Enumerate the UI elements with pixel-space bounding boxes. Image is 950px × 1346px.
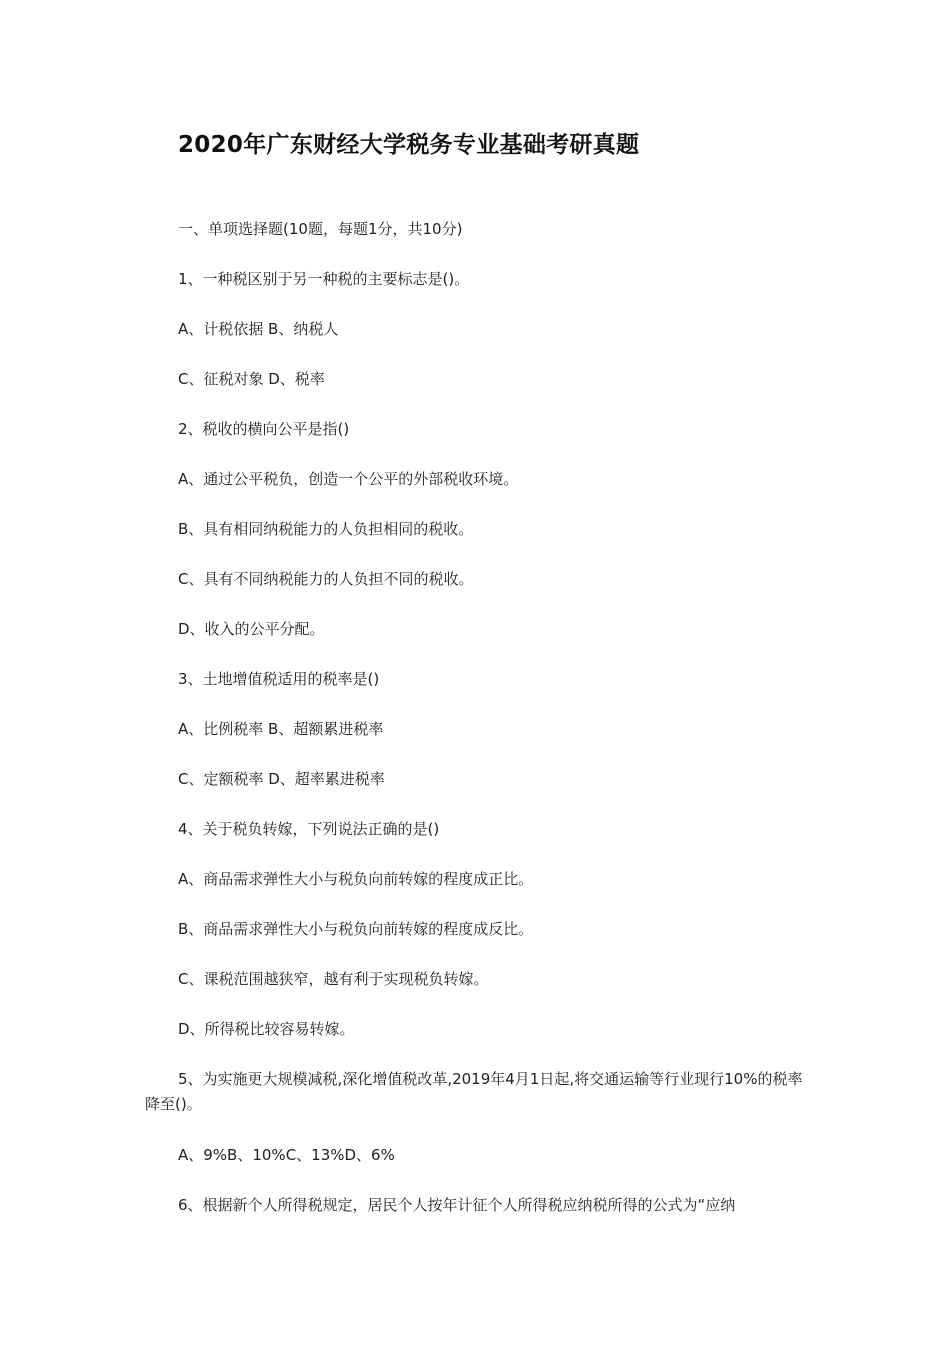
question-5: 5、为实施更大规模减税,深化增值税改革,2019年4月1日起,将交通运输等行业现行10%的税率降至()。 xyxy=(145,1070,803,1113)
question-1-options-cd: C、征税对象 D、税率 xyxy=(178,370,325,388)
section-heading: 一、单项选择题(10题，每题1分，共10分) xyxy=(178,220,463,238)
question-4-option-c: C、课税范围越狭窄，越有利于实现税负转嫁。 xyxy=(178,970,489,988)
question-1: 1、一种税区别于另一种税的主要标志是()。 xyxy=(178,270,470,288)
question-3-options-cd: C、定额税率 D、超率累进税率 xyxy=(178,770,385,788)
question-4: 4、关于税负转嫁，下列说法正确的是() xyxy=(178,820,440,838)
question-1-options-ab: A、计税依据 B、纳税人 xyxy=(178,320,339,338)
question-6: 6、根据新个人所得税规定，居民个人按年计征个人所得税应纳税所得的公式为“应纳 xyxy=(178,1196,736,1214)
question-2-option-a: A、通过公平税负，创造一个公平的外部税收环境。 xyxy=(178,470,519,488)
question-4-option-d: D、所得税比较容易转嫁。 xyxy=(178,1020,355,1038)
question-2-option-b: B、具有相同纳税能力的人负担相同的税收。 xyxy=(178,520,474,538)
question-4-option-b: B、商品需求弹性大小与税负向前转嫁的程度成反比。 xyxy=(178,920,534,938)
question-4-option-a: A、商品需求弹性大小与税负向前转嫁的程度成正比。 xyxy=(178,870,534,888)
question-2-option-d: D、收入的公平分配。 xyxy=(178,620,325,638)
question-2-option-c: C、具有不同纳税能力的人负担不同的税收。 xyxy=(178,570,474,588)
question-3: 3、土地增值税适用的税率是() xyxy=(178,670,380,688)
page-title: 2020年广东财经大学税务专业基础考研真题 xyxy=(178,132,640,158)
question-2: 2、税收的横向公平是指() xyxy=(178,420,350,438)
question-3-options-ab: A、比例税率 B、超额累进税率 xyxy=(178,720,384,738)
question-5-options: A、9%B、10%C、13%D、6% xyxy=(178,1146,395,1164)
